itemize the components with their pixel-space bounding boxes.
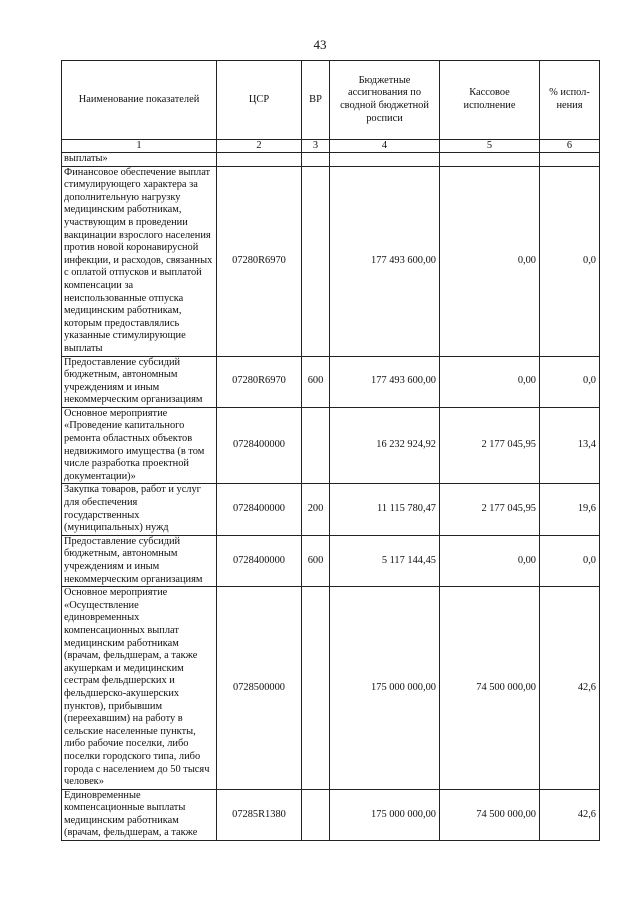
row-csr: 0728500000 (217, 587, 302, 790)
row-percent: 42,6 (540, 587, 600, 790)
row-percent: 13,4 (540, 407, 600, 484)
table-row (62, 535, 600, 586)
row-budget: 5 117 144,45 (330, 535, 440, 586)
row-vr (302, 153, 330, 167)
row-kassa: 2 177 045,95 (440, 484, 540, 535)
row-percent: 0,0 (540, 356, 600, 407)
row-csr: 0728400000 (217, 535, 302, 586)
table-row (62, 153, 600, 167)
table-row (62, 356, 600, 407)
row-vr (302, 587, 330, 790)
row-name: Закупка товаров, работ и услуг для обеспечения государственных (муниципальных) нужд (62, 484, 217, 535)
table-row (62, 789, 600, 840)
row-csr: 0728400000 (217, 407, 302, 484)
row-budget: 11 115 780,47 (330, 484, 440, 535)
row-kassa: 74 500 000,00 (440, 587, 540, 790)
row-csr: 07280R6970 (217, 166, 302, 356)
row-vr (302, 166, 330, 356)
column-numbers-row (62, 140, 600, 153)
row-name: Предоставление субсидий бюджетным, автономным учреждениям и иным некоммерческим организациям (62, 356, 217, 407)
header-percent: % испол-нения (540, 61, 600, 140)
row-vr: 600 (302, 356, 330, 407)
budget-execution-table (61, 60, 600, 841)
header-budget: Бюджетные ассигнования по сводной бюджетной росписи (330, 61, 440, 140)
row-csr (217, 153, 302, 167)
header-kassa: Кассовое исполнение (440, 61, 540, 140)
row-csr: 07285R1380 (217, 789, 302, 840)
row-kassa: 0,00 (440, 166, 540, 356)
row-csr: 07280R6970 (217, 356, 302, 407)
column-number: 5 (440, 140, 540, 153)
table-row (62, 407, 600, 484)
row-budget (330, 153, 440, 167)
row-name: Основное мероприятие «Проведение капитального ремонта областных объектов недвижимого имущества (в том числе разработка проектной документации)» (62, 407, 217, 484)
header-vr: ВР (302, 61, 330, 140)
row-kassa (440, 153, 540, 167)
row-vr (302, 407, 330, 484)
row-csr: 0728400000 (217, 484, 302, 535)
column-number: 6 (540, 140, 600, 153)
row-budget: 175 000 000,00 (330, 789, 440, 840)
row-name: Основное мероприятие «Осуществление единовременных компенсационных выплат медицинским работникам (врачам, фельдшерам, а также акушеркам и медицинским сестрам фельдшерских и фельдшерско-акушерских пунктов), прибывшим (переехавшим) на работу в сельские населенные пункты, либо рабочие поселки, либо поселки городского типа, либо города с населением до 50 тысяч человек» (62, 587, 217, 790)
row-percent: 0,0 (540, 166, 600, 356)
row-name: Предоставление субсидий бюджетным, автономным учреждениям и иным некоммерческим организациям (62, 535, 217, 586)
row-kassa: 0,00 (440, 356, 540, 407)
row-vr (302, 789, 330, 840)
row-vr: 200 (302, 484, 330, 535)
row-percent (540, 153, 600, 167)
column-number: 3 (302, 140, 330, 153)
header-row (62, 61, 600, 140)
row-name: Финансовое обеспечение выплат стимулирующего характера за дополнительную нагрузку медицинским работникам, участвующим в проведении вакцинации взрослого населения против новой коронавирусной инфекции, и расходов, связанных с оплатой отпусков и выплатой компенсации за неиспользованные отпуска медицинским работникам, которым предоставлялись указанные стимулирующие выплаты (62, 166, 217, 356)
table-row (62, 484, 600, 535)
row-percent: 19,6 (540, 484, 600, 535)
row-budget: 177 493 600,00 (330, 166, 440, 356)
row-percent: 42,6 (540, 789, 600, 840)
row-kassa: 74 500 000,00 (440, 789, 540, 840)
row-budget: 177 493 600,00 (330, 356, 440, 407)
row-budget: 175 000 000,00 (330, 587, 440, 790)
column-number: 1 (62, 140, 217, 153)
column-number: 4 (330, 140, 440, 153)
row-kassa: 2 177 045,95 (440, 407, 540, 484)
page-number: 43 (313, 37, 327, 52)
header-csr: ЦСР (217, 61, 302, 140)
table-row (62, 166, 600, 356)
header-name: Наименование показателей (62, 61, 217, 140)
row-name: выплаты» (62, 153, 217, 167)
table-row (62, 587, 600, 790)
row-kassa: 0,00 (440, 535, 540, 586)
row-budget: 16 232 924,92 (330, 407, 440, 484)
row-vr: 600 (302, 535, 330, 586)
column-number: 2 (217, 140, 302, 153)
row-name: Единовременные компенсационные выплаты медицинским работникам (врачам, фельдшерам, а также (62, 789, 217, 840)
row-percent: 0,0 (540, 535, 600, 586)
